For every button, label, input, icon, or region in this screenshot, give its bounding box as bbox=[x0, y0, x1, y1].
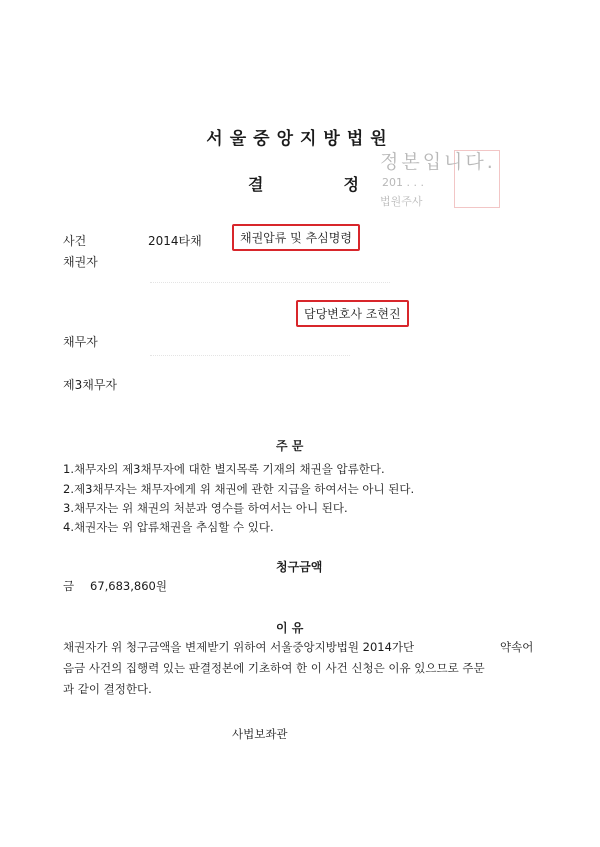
claim-amount: 67,683,860원 bbox=[90, 579, 167, 593]
order-heading: 주 문 bbox=[276, 439, 304, 453]
redacted-line bbox=[150, 355, 350, 356]
document-title-part2: 정 bbox=[343, 175, 359, 194]
attorney-highlight: 담당변호사 조현진 bbox=[296, 300, 409, 327]
order-item-2: 2.제3채무자는 채무자에게 위 채권에 관한 지급을 하여서는 아니 된다. bbox=[63, 482, 415, 496]
reason-line-2: 음금 사건의 집행력 있는 판결정본에 기초하여 한 이 사건 신청은 이유 있으므로 주문 bbox=[63, 661, 485, 675]
reason-heading: 이 유 bbox=[276, 621, 304, 635]
claim-prefix: 금 bbox=[63, 579, 75, 593]
third-debtor-label: 제3채무자 bbox=[63, 378, 118, 392]
claim-heading: 청구금액 bbox=[276, 560, 323, 574]
stamp-clerk: 법원주사 bbox=[380, 195, 423, 208]
document-title-part1: 결 bbox=[248, 175, 264, 194]
order-item-1: 1.채무자의 제3채무자에 대한 별지목록 기재의 채권을 압류한다. bbox=[63, 462, 385, 476]
case-number: 2014타채 bbox=[148, 234, 202, 248]
certified-copy-stamp: 정본입니다. bbox=[380, 151, 496, 173]
creditor-label: 채권자 bbox=[63, 255, 98, 269]
redacted-line bbox=[150, 282, 390, 283]
reason-line-1a: 채권자가 위 청구금액을 변제받기 위하여 서울중앙지방법원 2014가단 bbox=[63, 640, 415, 654]
order-item-4: 4.채권자는 위 압류채권을 추심할 수 있다. bbox=[63, 520, 274, 534]
case-label: 사건 bbox=[63, 234, 87, 248]
reason-line-3: 과 같이 결정한다. bbox=[63, 682, 152, 696]
court-name: 서울중앙지방법원 bbox=[206, 129, 394, 149]
order-item-3: 3.채무자는 위 채권의 처분과 영수를 하여서는 아니 된다. bbox=[63, 501, 348, 515]
case-name-highlight: 채권압류 및 추심명령 bbox=[232, 224, 360, 251]
stamp-date: 201 . . . bbox=[382, 176, 424, 189]
signature-title: 사법보좌관 bbox=[232, 727, 288, 741]
debtor-label: 채무자 bbox=[63, 335, 98, 349]
reason-line-1b: 약속어 bbox=[500, 640, 534, 654]
document-title bbox=[248, 172, 359, 195]
